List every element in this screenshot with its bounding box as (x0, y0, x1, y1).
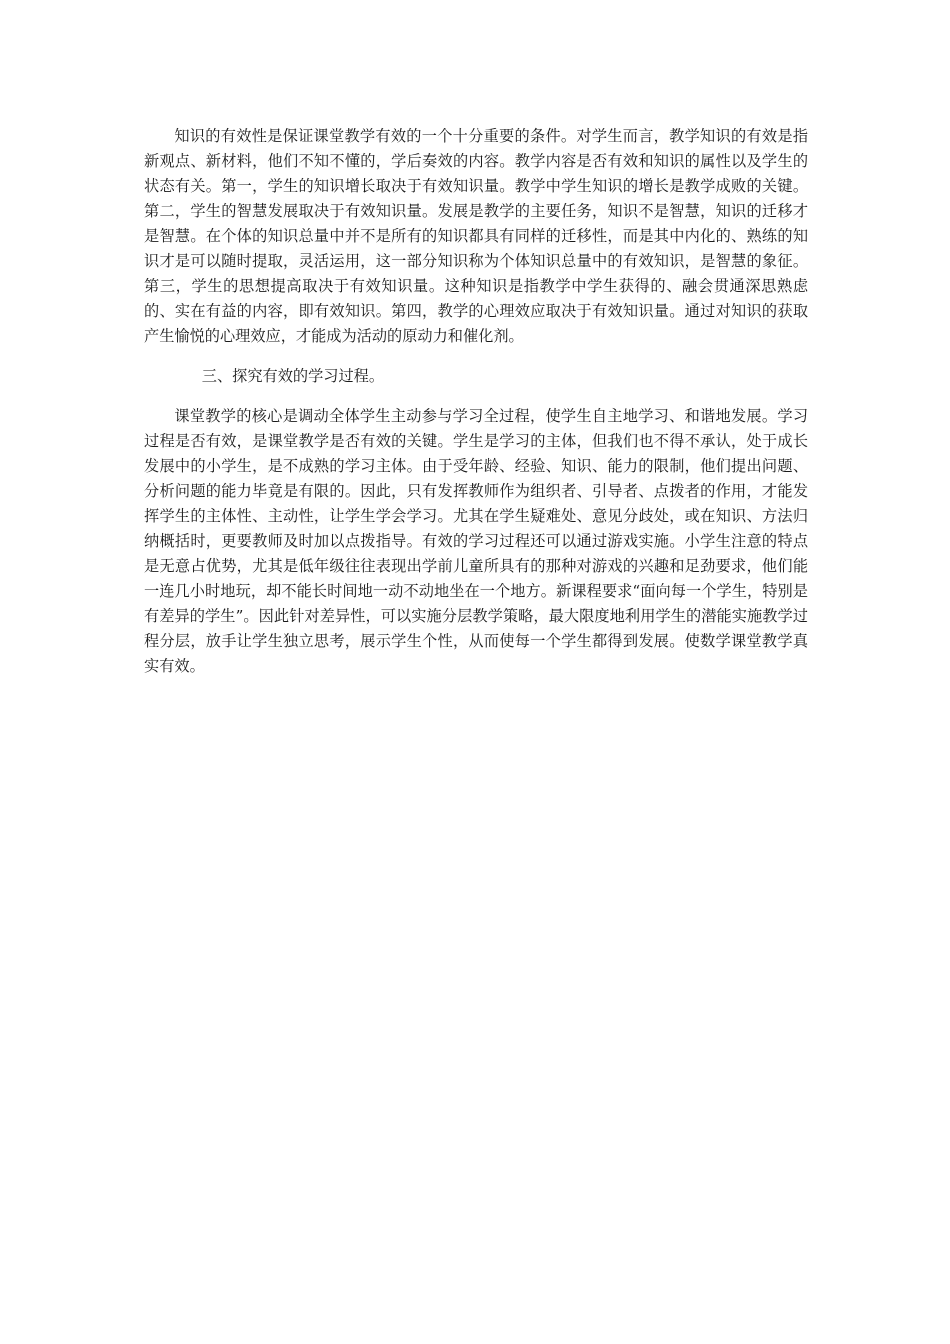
section-heading: 三、探究有效的学习过程。 (201, 367, 384, 385)
paragraph-knowledge-effectiveness: 知识的有效性是保证课堂教学有效的一个十分重要的条件。对学生而言，教学知识的有效是指新观点、新材料，他们不知不懂的，学后奏效的内容。教学内容是否有效和知识的属性以及学生的状态有关。第一，学生的知识增长取决于有效知识量。教学中学生知识的增长是教学成败的关键。第二，学生的智慧发展取决于有效知识量。发展是教学的主要任务，知识不是智慧，知识的迁移才是智慧。在个体的知识总量中并不是所有的知识都具有同样的迁移性，而是其中内化的、熟练的知识才是可以随时提取，灵活运用，这一部分知识称为个体知识总量中的有效知识，是智慧的象征。第三，学生的思想提高取决于有效知识量。这种知识是指教学中学生获得的、融会贯通深思熟虑的、实在有益的内容，即有效知识。第四，教学的心理效应取决于有效知识量。通过对知识的获取产生愉悦的心理效应，才能成为活动的原动力和催化剂。 (144, 127, 808, 345)
document-body (144, 124, 808, 679)
paragraph-learning-process: 课堂教学的核心是调动全体学生主动参与学习全过程，使学生自主地学习、和谐地发展。学习过程是否有效，是课堂教学是否有效的关键。学生是学习的主体，但我们也不得不承认，处于成长发展中的小学生，是不成熟的学习主体。由于受年龄、经验、知识、能力的限制，他们提出问题、分析问题的能力毕竟是有限的。因此，只有发挥教师作为组织者、引导者、点拨者的作用，才能发挥学生的主体性、主动性，让学生学会学习。尤其在学生疑难处、意见分歧处，或在知识、方法归纳概括时，更要教师及时加以点拨指导。有效的学习过程还可以通过游戏实施。小学生注意的特点是无意占优势，尤其是低年级往往表现出学前儿童所具有的那种对游戏的兴趣和足劲要求，他们能一连几小时地玩，却不能长时间地一动不动地坐在一个地方。新课程要求“面向每一个学生，特别是有差异的学生”。因此针对差异性，可以实施分层教学策略，最大限度地利用学生的潜能实施教学过程分层，放手让学生独立思考，展示学生个性，从而使每一个学生都得到发展。使数学课堂教学真实有效。 (144, 407, 808, 675)
